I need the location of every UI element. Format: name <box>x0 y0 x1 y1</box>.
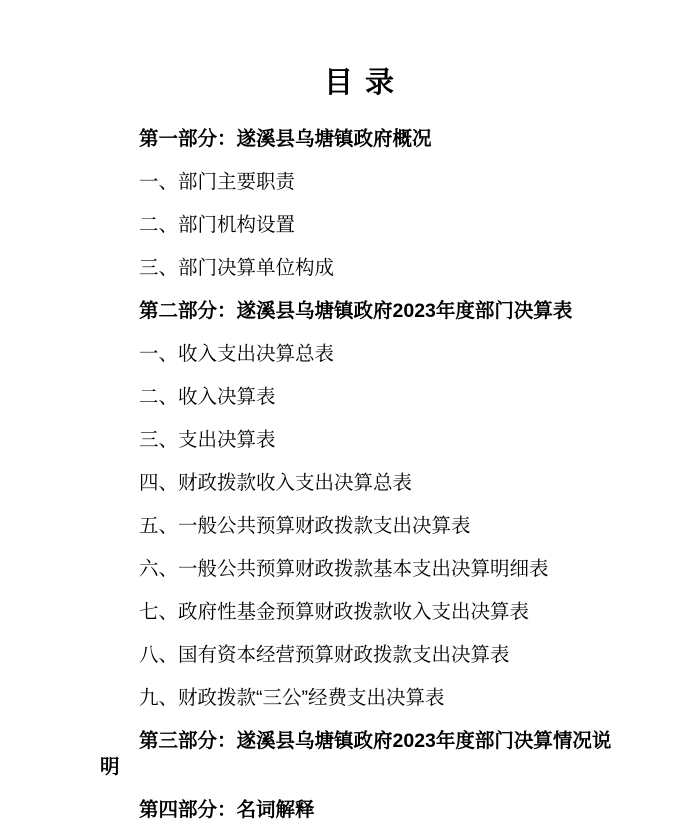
toc-item: 四、财政拨款收入支出决算总表 <box>139 472 413 494</box>
toc-item: 五、一般公共预算财政拨款支出决算表 <box>139 515 471 537</box>
toc-item: 一、收入支出决算总表 <box>139 343 335 365</box>
toc-item: 九、财政拨款“三公”经费支出决算表 <box>139 687 445 709</box>
toc-item: 七、政府性基金预算财政拨款收入支出决算表 <box>139 601 530 623</box>
toc-item: 八、国有资本经营预算财政拨款支出决算表 <box>139 644 510 666</box>
page-title: 目 录 <box>323 67 397 99</box>
toc-heading-part2: 第二部分：遂溪县乌塘镇政府2023年度部门决算表 <box>139 300 573 322</box>
page-content <box>100 0 620 823</box>
toc-heading-part1: 第一部分：遂溪县乌塘镇政府概况 <box>139 128 432 150</box>
toc-item: 三、部门决算单位构成 <box>139 257 335 279</box>
toc-heading-part3: 第三部分：遂溪县乌塘镇政府2023年度部门决算情况说明 <box>100 730 612 778</box>
toc-item: 三、支出决算表 <box>139 429 276 451</box>
toc-item: 一、部门主要职责 <box>139 171 296 193</box>
toc-item: 二、部门机构设置 <box>139 214 296 236</box>
toc-item: 六、一般公共预算财政拨款基本支出决算明细表 <box>139 558 549 580</box>
toc-heading-part4: 第四部分：名词解释 <box>139 799 315 821</box>
table-of-contents <box>100 126 620 823</box>
toc-item: 二、收入决算表 <box>139 386 276 408</box>
